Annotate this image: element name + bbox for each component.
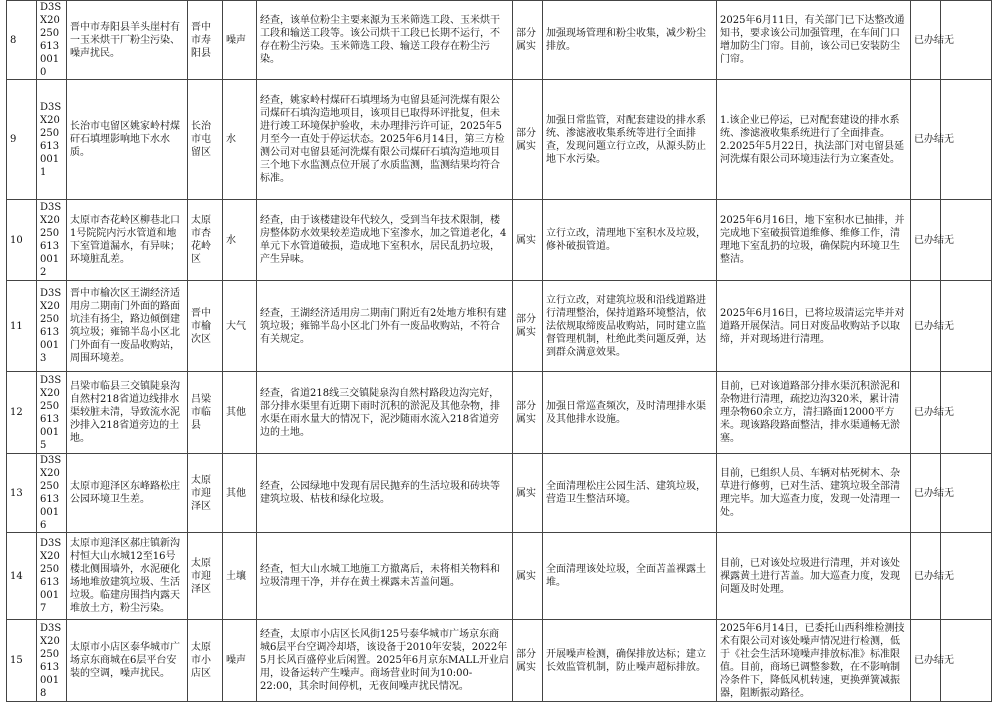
district-cell: 晋中市榆次区 xyxy=(188,281,223,372)
rectification-progress-cell: 2025年6月14日，已委托山西科维检测技术有限公司对该处噪声情况进行检测，低于《社会生活环境噪声排放标准》标准限值。目前，商场已调整参数，在不影响制冷条件下，降低风机转速，更换弹簧减振器，阻断振动路径。 xyxy=(717,620,911,702)
accountability-cell: 无 xyxy=(941,372,992,454)
district-cell: 太原市小店区 xyxy=(188,620,223,702)
rectification-progress-cell: 2025年6月11日，有关部门已下达整改通知书，要求该公司加强管理，在车间门口增加防尘门帘。目前，该公司已安装防尘门帘。 xyxy=(717,1,911,80)
accountability-cell: 无 xyxy=(941,454,992,533)
investigation-finding-cell: 经查，公园绿地中发现有居民抛弃的生活垃圾和砖块等建筑垃圾、枯枝和绿化垃圾。 xyxy=(257,454,513,533)
complaint-content-cell: 吕梁市临县三交镇陡泉沟自然村218省道边线排水渠较脏未清，导致流水泥沙排入218省道旁边的土地。 xyxy=(67,372,188,454)
complaint-table xyxy=(6,0,992,702)
case-status-cell: 已办结 xyxy=(911,200,941,281)
rectification-progress-cell: 目前，已对该处垃圾进行清理，并对该处裸露黄土进行苫盖。加大巡查力度，发现问题及时处理。 xyxy=(717,533,911,620)
row-index-cell: 8 xyxy=(7,1,37,80)
case-code-cell: D3SX202506130011 xyxy=(37,80,67,200)
complaint-content-cell: 太原市迎泽区东峰路松庄公园环境卫生差。 xyxy=(67,454,188,533)
district-cell: 太原市迎泽区 xyxy=(188,533,223,620)
investigation-finding-cell: 经查，太原市小店区长风街125号泰华城市广场京东商城6层平台空调冷却塔，该设备于2010年安装，2022年5月长风百盛停业后闲置。2025年6月京东MALL开业启用，设备运转产生噪声。商场营业时间为10:00-22:00，其余时间停机，无夜间噪声扰民情况。 xyxy=(257,620,513,702)
pollution-type-cell: 土壤 xyxy=(223,533,257,620)
table-row xyxy=(7,372,992,454)
verification-result-cell: 部分属实 xyxy=(513,372,543,454)
row-index-cell: 11 xyxy=(7,281,37,372)
case-status-cell: 已办结 xyxy=(911,620,941,702)
verification-result-cell: 属实 xyxy=(513,200,543,281)
district-cell: 太原市杏花岭区 xyxy=(188,200,223,281)
investigation-finding-cell: 经查，省道218线三交镇陡泉沟自然村路段边沟完好，部分排水渠里有近期下雨时沉积的淤泥及其他杂物，排水渠在雨水量大的情况下，泥沙随雨水流入218省道旁边的土地。 xyxy=(257,372,513,454)
case-status-cell: 已办结 xyxy=(911,533,941,620)
handling-measures-cell: 开展噪声检测，确保排放达标；建立长效监管机制，防止噪声超标排放。 xyxy=(543,620,717,702)
accountability-cell: 无 xyxy=(941,533,992,620)
investigation-finding-cell: 经查，王湖经济适用房二期南门附近有2处地方堆积有建筑垃圾；雍锦半岛小区北门外有一废品收购站，不符合有关规定。 xyxy=(257,281,513,372)
handling-measures-cell: 立行立改，清理地下室积水及垃圾，修补破损管道。 xyxy=(543,200,717,281)
district-cell: 太原市迎泽区 xyxy=(188,454,223,533)
verification-result-cell: 部分属实 xyxy=(513,281,543,372)
case-code-cell: D3SX202506130017 xyxy=(37,533,67,620)
accountability-cell: 无 xyxy=(941,80,992,200)
table-body xyxy=(7,1,992,702)
accountability-cell: 无 xyxy=(941,281,992,372)
case-code-cell: D3SX202506130018 xyxy=(37,620,67,702)
rectification-progress-cell: 目前，已组织人员、车辆对枯死树木、杂草进行修剪，已对生活、建筑垃圾全部清理完毕。加大巡查力度，发现一处清理一处。 xyxy=(717,454,911,533)
district-cell: 长治市屯留区 xyxy=(188,80,223,200)
investigation-finding-cell: 经查，该单位粉尘主要来源为玉米筛选工段、玉米烘干工段和输送工段等。该公司烘干工段已长期不运行，不存在粉尘污染。玉米筛选工段、输送工段存在粉尘污染。 xyxy=(257,1,513,80)
pollution-type-cell: 大气 xyxy=(223,281,257,372)
case-code-cell: D3SX202506130012 xyxy=(37,200,67,281)
pollution-type-cell: 水 xyxy=(223,200,257,281)
row-index-cell: 12 xyxy=(7,372,37,454)
table-row xyxy=(7,281,992,372)
case-code-cell: D3SX202506130016 xyxy=(37,454,67,533)
investigation-finding-cell: 经查，姚家岭村煤矸石填埋场为屯留县延河洗煤有限公司煤矸石填沟造地项目，该项目已取得环评批复，但未进行竣工环境保护验收，未办理排污许可证，2025年5月至今一直处于停运状态。2025年6月14日，第三方检测公司对屯留县延河洗煤有限公司煤矸石填沟造地项目三个地下水监测点位开展了水质监测，监测结果均符合标准。 xyxy=(257,80,513,200)
handling-measures-cell: 加强日常巡查频次，及时清理排水渠及其他排水设施。 xyxy=(543,372,717,454)
table-row xyxy=(7,1,992,80)
complaint-content-cell: 晋中市寿阳县羊头崖村有一玉米烘干厂粉尘污染、噪声扰民。 xyxy=(67,1,188,80)
row-index-cell: 10 xyxy=(7,200,37,281)
verification-result-cell: 属实 xyxy=(513,454,543,533)
pollution-type-cell: 噪声 xyxy=(223,1,257,80)
row-index-cell: 13 xyxy=(7,454,37,533)
pollution-type-cell: 其他 xyxy=(223,372,257,454)
pollution-type-cell: 水 xyxy=(223,80,257,200)
investigation-finding-cell: 经查，由于该楼建设年代较久，受到当年技术限制，楼房整体防水效果较差造成地下室渗水，加之管道老化，4单元下水管道破损，造成地下室积水，居民乱扔垃圾，产生异味。 xyxy=(257,200,513,281)
rectification-progress-cell: 1.该企业已停运，已对配套建设的排水系统、渗滤液收集系统进行了全面排查。2.2025年5月22日，执法部门对屯留县延河洗煤有限公司环境违法行为立案查处。 xyxy=(717,80,911,200)
verification-result-cell: 部分属实 xyxy=(513,80,543,200)
accountability-cell: 无 xyxy=(941,1,992,80)
complaint-content-cell: 太原市小店区泰华城市广场京东商城在6层平台安装的空调，噪声扰民。 xyxy=(67,620,188,702)
pollution-type-cell: 其他 xyxy=(223,454,257,533)
pollution-type-cell: 噪声 xyxy=(223,620,257,702)
case-status-cell: 已办结 xyxy=(911,80,941,200)
case-code-cell: D3SX202506130015 xyxy=(37,372,67,454)
table-row xyxy=(7,200,992,281)
table-row xyxy=(7,620,992,702)
rectification-progress-cell: 2025年6月16日，已将垃圾清运完毕并对道路开展保洁。同日对废品收购站予以取缔，并对现场进行清理。 xyxy=(717,281,911,372)
handling-measures-cell: 加强日常监管，对配套建设的排水系统、渗滤液收集系统等进行全面排查，发现问题立行立改，从源头防止地下水污染。 xyxy=(543,80,717,200)
case-code-cell: D3SX202506130010 xyxy=(37,1,67,80)
case-status-cell: 已办结 xyxy=(911,372,941,454)
table-row xyxy=(7,533,992,620)
accountability-cell: 无 xyxy=(941,200,992,281)
row-index-cell: 15 xyxy=(7,620,37,702)
accountability-cell: 无 xyxy=(941,620,992,702)
complaint-content-cell: 太原市杏花岭区柳巷北口1号院院内污水管道和地下室管道漏水，有异味；环境脏乱差。 xyxy=(67,200,188,281)
verification-result-cell: 部分属实 xyxy=(513,1,543,80)
handling-measures-cell: 加强现场管理和粉尘收集，减少粉尘排放。 xyxy=(543,1,717,80)
district-cell: 晋中市寿阳县 xyxy=(188,1,223,80)
rectification-progress-cell: 目前，已对该道路部分排水渠沉积淤泥和杂物进行清理，疏挖边沟320米，累计清理杂物60余立方，清扫路面12000平方米。现该路段路面整洁，排水渠通畅无淤塞。 xyxy=(717,372,911,454)
verification-result-cell: 属实 xyxy=(513,533,543,620)
handling-measures-cell: 立行立改，对建筑垃圾和沿线道路进行清理整治，保持道路环境整洁，依法依规取缔废品收购站，同时建立监督管理机制，杜绝此类问题反弹，达到群众满意效果。 xyxy=(543,281,717,372)
row-index-cell: 14 xyxy=(7,533,37,620)
table-row xyxy=(7,454,992,533)
case-status-cell: 已办结 xyxy=(911,281,941,372)
rectification-progress-cell: 2025年6月16日，地下室积水已抽排，并完成地下室破损管道维修、维修工作，清理地下室乱扔的垃圾，确保院内环境卫生整洁。 xyxy=(717,200,911,281)
case-code-cell: D3SX202506130013 xyxy=(37,281,67,372)
handling-measures-cell: 全面清理该处垃圾，全面苫盖裸露土堆。 xyxy=(543,533,717,620)
complaint-content-cell: 晋中市榆次区王湖经济适用房二期南门外面的路面坑洼有扬尘，路边倾倒建筑垃圾；雍锦半岛小区北门外面有一废品收购站，周围环境差。 xyxy=(67,281,188,372)
investigation-finding-cell: 经查，恒大山水城工地施工方撤离后，未将相关物料和垃圾清理干净，并存在黄土裸露未苫盖问题。 xyxy=(257,533,513,620)
handling-measures-cell: 全面清理松庄公园生活、建筑垃圾，营造卫生整洁环境。 xyxy=(543,454,717,533)
verification-result-cell: 部分属实 xyxy=(513,620,543,702)
row-index-cell: 9 xyxy=(7,80,37,200)
complaint-content-cell: 长治市屯留区姚家岭村煤矸石填埋影响地下水水质。 xyxy=(67,80,188,200)
district-cell: 吕梁市临县 xyxy=(188,372,223,454)
case-status-cell: 已办结 xyxy=(911,1,941,80)
table-row xyxy=(7,80,992,200)
case-status-cell: 已办结 xyxy=(911,454,941,533)
complaint-content-cell: 太原市迎泽区郝庄镇新沟村恒大山水城12至16号楼北侧围墙外，水泥硬化场地堆放建筑垃圾、生活垃圾。临建房围挡内露天堆放土方，粉尘污染。 xyxy=(67,533,188,620)
